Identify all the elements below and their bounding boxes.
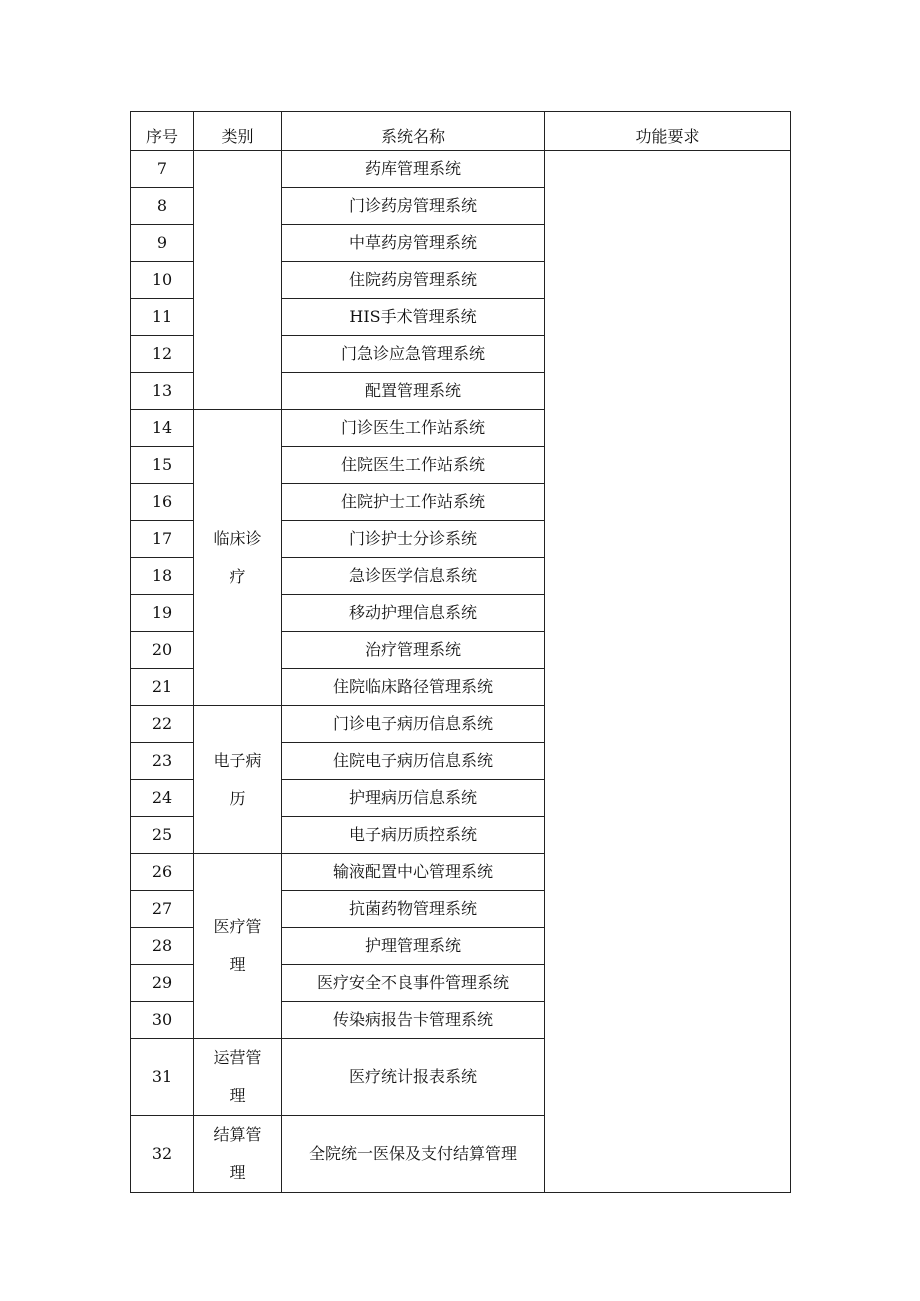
header-requirement: 功能要求	[545, 112, 791, 151]
row-no: 29	[131, 965, 194, 1002]
row-no: 9	[131, 225, 194, 262]
category-emr	[194, 706, 282, 854]
row-system: 治疗管理系统	[282, 632, 545, 669]
row-no: 25	[131, 817, 194, 854]
category-operations	[194, 1039, 282, 1116]
row-system: 住院药房管理系统	[282, 262, 545, 299]
row-system: 医疗安全不良事件管理系统	[282, 965, 545, 1002]
category-clinical	[194, 410, 282, 706]
row-no: 7	[131, 151, 194, 188]
row-no: 16	[131, 484, 194, 521]
header-category: 类别	[194, 112, 282, 151]
row-system: 住院电子病历信息系统	[282, 743, 545, 780]
row-no: 20	[131, 632, 194, 669]
system-requirements-table	[130, 111, 791, 1193]
row-system: 门诊护士分诊系统	[282, 521, 545, 558]
row-no: 28	[131, 928, 194, 965]
row-system: 住院医生工作站系统	[282, 447, 545, 484]
row-no: 14	[131, 410, 194, 447]
table-header-row	[131, 112, 791, 151]
row-system: 配置管理系统	[282, 373, 545, 410]
row-system: 中草药房管理系统	[282, 225, 545, 262]
row-system: 输液配置中心管理系统	[282, 854, 545, 891]
row-no: 30	[131, 1002, 194, 1039]
category-label: 医疗管理	[213, 917, 262, 974]
row-system: 护理管理系统	[282, 928, 545, 965]
table-row	[131, 151, 791, 188]
category-cell-empty	[194, 151, 282, 410]
row-no: 13	[131, 373, 194, 410]
row-no: 19	[131, 595, 194, 632]
row-no: 21	[131, 669, 194, 706]
header-no: 序号	[131, 112, 194, 151]
row-system: HIS手术管理系统	[282, 299, 545, 336]
row-system: 移动护理信息系统	[282, 595, 545, 632]
requirement-cell	[545, 151, 791, 1193]
row-system: 护理病历信息系统	[282, 780, 545, 817]
row-no: 18	[131, 558, 194, 595]
category-medical-mgmt	[194, 854, 282, 1039]
row-system: 全院统一医保及支付结算管理	[282, 1116, 545, 1193]
row-no: 31	[131, 1039, 194, 1116]
row-no: 24	[131, 780, 194, 817]
row-system: 门诊药房管理系统	[282, 188, 545, 225]
row-system: 门诊医生工作站系统	[282, 410, 545, 447]
row-system: 门急诊应急管理系统	[282, 336, 545, 373]
row-no: 26	[131, 854, 194, 891]
row-no: 32	[131, 1116, 194, 1193]
row-no: 10	[131, 262, 194, 299]
row-no: 11	[131, 299, 194, 336]
row-system: 药库管理系统	[282, 151, 545, 188]
row-system: 抗菌药物管理系统	[282, 891, 545, 928]
row-no: 17	[131, 521, 194, 558]
row-no: 22	[131, 706, 194, 743]
row-system: 急诊医学信息系统	[282, 558, 545, 595]
row-system: 电子病历质控系统	[282, 817, 545, 854]
row-system: 传染病报告卡管理系统	[282, 1002, 545, 1039]
row-no: 15	[131, 447, 194, 484]
category-label: 结算管理	[213, 1125, 262, 1182]
category-label: 电子病历	[213, 750, 262, 808]
header-system: 系统名称	[282, 112, 545, 151]
row-no: 23	[131, 743, 194, 780]
category-label: 临床诊疗	[213, 528, 262, 586]
row-no: 8	[131, 188, 194, 225]
row-system: 门诊电子病历信息系统	[282, 706, 545, 743]
row-system: 医疗统计报表系统	[282, 1039, 545, 1116]
category-label: 运营管理	[213, 1048, 262, 1105]
row-no: 12	[131, 336, 194, 373]
category-settlement	[194, 1116, 282, 1193]
row-no: 27	[131, 891, 194, 928]
row-system: 住院护士工作站系统	[282, 484, 545, 521]
row-system: 住院临床路径管理系统	[282, 669, 545, 706]
